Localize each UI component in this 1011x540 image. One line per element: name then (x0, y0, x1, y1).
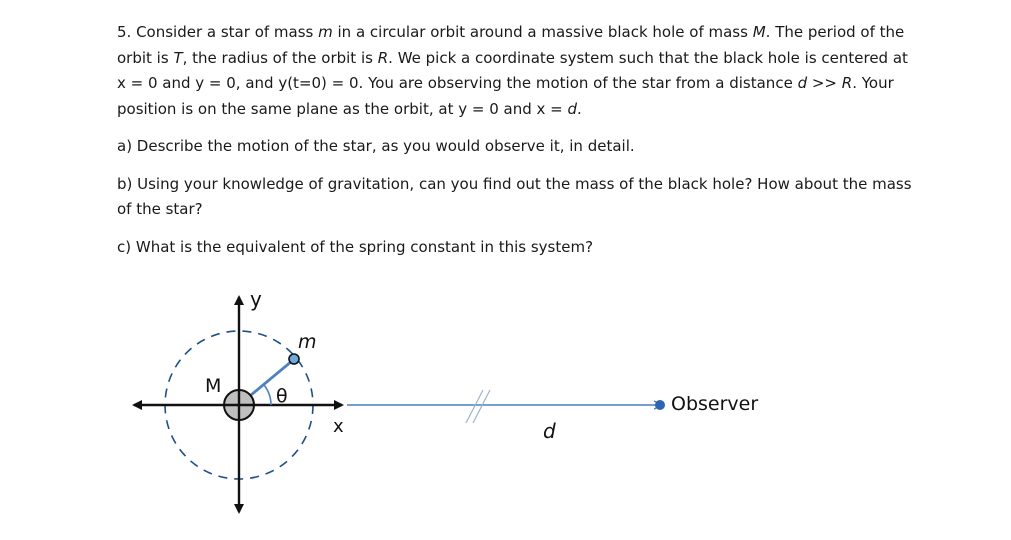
var-m: m (318, 23, 333, 41)
break-mark (466, 390, 483, 423)
intro-text: , the radius of the orbit is (182, 48, 378, 67)
var-d: d (567, 99, 578, 118)
star-icon (289, 354, 299, 364)
var-d: d (797, 74, 808, 92)
observer-label: Observer (671, 393, 759, 415)
intro-text: >> (807, 74, 842, 92)
intro-text: . (577, 99, 582, 118)
var-R: R (377, 48, 389, 67)
black-hole-mass-label: M (205, 375, 222, 397)
var-T: T (173, 48, 183, 67)
intro-text: 5. Consider a star of mass (117, 23, 319, 41)
part-c: c) What is the equivalent of the spring constant in this system? (117, 237, 594, 256)
distance-label: d (543, 419, 556, 443)
intro-text: . We pick a coordinate system such that the black hole is centered at x = 0 and y = 0, and y(t=0) = 0. You are observing the motion of the star from a distance (117, 48, 908, 92)
angle-arc (264, 385, 271, 405)
part-b: b) Using your knowledge of gravitation, can you find out the mass of the black hole? How about the mass of the star? (117, 174, 912, 218)
y-axis-label: y (250, 287, 262, 311)
var-M: M (752, 23, 766, 41)
x-axis-label: x (333, 416, 344, 437)
intro-text: in a circular orbit around a massive black hole of mass (332, 23, 753, 41)
intro-text: . Your position is on the same plane as the orbit, at y = 0 and x = (117, 74, 894, 118)
part-a: a) Describe the motion of the star, as you would observe it, in detail. (117, 137, 635, 155)
star-mass-label: m (298, 331, 317, 353)
observer-icon (655, 400, 665, 410)
break-mark (473, 390, 490, 423)
angle-label: θ (276, 385, 288, 407)
intro-text: . The period of the orbit is (117, 23, 905, 67)
var-R: R (841, 74, 853, 92)
